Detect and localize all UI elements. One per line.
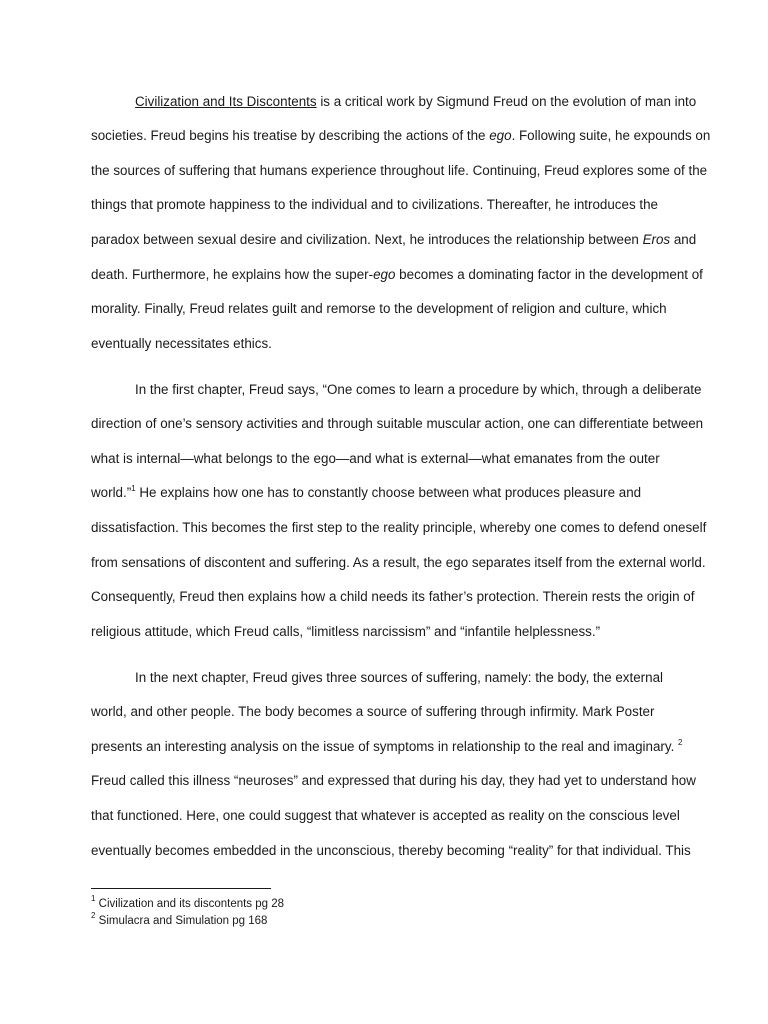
p1-line-6-b: becomes a dominating factor in the development of — [395, 267, 703, 282]
p3-line-2: world, and other people. The body becomes a source of suffering through infirmity. Mark Poster — [91, 704, 655, 719]
p2-line-2: direction of one’s sensory activities and through suitable muscular action, one can differentiate between — [91, 416, 704, 431]
p3-line-5: that functioned. Here, one could suggest that whatever is accepted as reality on the conscious level — [91, 808, 680, 823]
footnote-ref-2[interactable]: 2 — [678, 738, 683, 747]
p1-super-ego-italic: ego — [373, 267, 396, 282]
footnote-2-number: 2 — [91, 911, 96, 920]
p1-line-5-a: paradox between sexual desire and civilization. Next, he introduces the relationship between — [91, 232, 643, 247]
p2-line-7: Consequently, Freud then explains how a child needs its father’s protection. Therein rests the origin of — [91, 589, 695, 604]
p1-line-6-a: death. Furthermore, he explains how the super- — [91, 267, 374, 282]
p1-line-2-a: societies. Freud begins his treatise by describing the actions of the — [91, 128, 490, 143]
p1-ego-italic: ego — [489, 128, 512, 143]
p3-line-3-a: presents an interesting analysis on the issue of symptoms in relationship to the real and imaginary. — [91, 739, 679, 754]
p2-line-4-a: world.” — [91, 485, 132, 500]
footnote-ref-1[interactable]: 1 — [131, 484, 136, 493]
footnote-1-text: Civilization and its discontents pg 28 — [95, 898, 285, 910]
footnote-1-number: 1 — [91, 894, 96, 903]
p1-line-7: morality. Finally, Freud relates guilt and remorse to the development of religion and culture, which — [91, 301, 667, 316]
p1-line-6 — [91, 267, 711, 283]
p2-line-4-b: He explains how one has to constantly choose between what produces pleasure and — [135, 485, 642, 500]
p2-line-4 — [91, 485, 711, 501]
p2-line-3: what is internal—what belongs to the ego—and what is external—what emanates from the outer — [91, 451, 660, 466]
footnote-2-text: Simulacra and Simulation pg 168 — [95, 915, 268, 927]
p3-line-6: eventually becomes embedded in the unconscious, thereby becoming “reality” for that individual. This — [91, 843, 691, 858]
footnote-separator — [91, 888, 271, 889]
p3-line-1: In the next chapter, Freud gives three sources of suffering, namely: the body, the external — [135, 670, 663, 685]
p1-line-2 — [91, 128, 711, 144]
p1-line-8: eventually necessitates ethics. — [91, 336, 272, 351]
footnote-2 — [91, 911, 268, 928]
p2-line-8: religious attitude, which Freud calls, “limitless narcissism” and “infantile helplessness.” — [91, 624, 601, 639]
p3-line-4: Freud called this illness “neuroses” and expressed that during his day, they had yet to understand how — [91, 773, 696, 788]
p1-line-5 — [91, 232, 711, 248]
book-title: Civilization and Its Discontents — [135, 94, 317, 109]
p2-line-5: dissatisfaction. This becomes the first step to the reality principle, whereby one comes to defend oneself — [91, 520, 707, 535]
p2-line-1: In the first chapter, Freud says, “One comes to learn a procedure by which, through a deliberate — [135, 382, 702, 397]
p1-line-5-b: and — [670, 232, 697, 247]
p1-line-2-b: . Following suite, he expounds on — [511, 128, 711, 143]
p1-line-3: the sources of suffering that humans experience throughout life. Continuing, Freud explores some of the — [91, 163, 708, 178]
p2-line-6: from sensations of discontent and suffering. As a result, the ego separates itself from the external world. — [91, 555, 706, 570]
p1-line-1 — [135, 94, 755, 110]
p1-line-4: things that promote happiness to the individual and to civilizations. Thereafter, he introduces the — [91, 197, 658, 212]
p3-line-3 — [91, 739, 711, 755]
footnote-1 — [91, 894, 285, 911]
p1-line-1-text: is a critical work by Sigmund Freud on the evolution of man into — [316, 94, 697, 109]
p1-eros-italic: Eros — [642, 232, 671, 247]
